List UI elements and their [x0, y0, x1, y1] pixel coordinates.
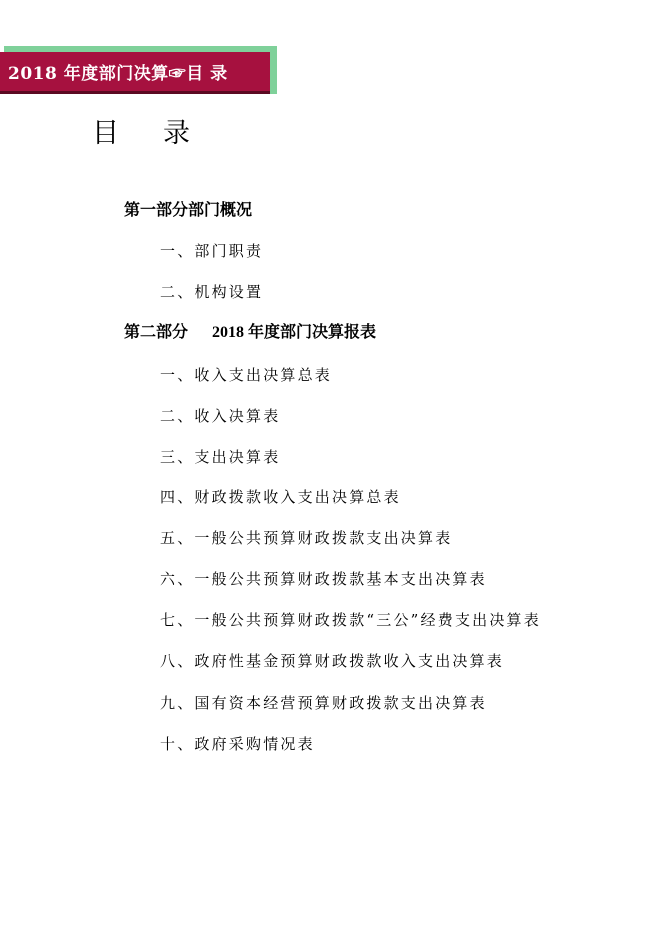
toc-item[interactable]: 五、一般公共预算财政拨款支出决算表 [160, 529, 453, 547]
toc-item[interactable]: 二、收入决算表 [160, 407, 281, 425]
page-title: 目录 [92, 118, 234, 149]
toc-item[interactable]: 二、机构设置 [160, 283, 264, 301]
toc-item[interactable]: 三、支出决算表 [160, 448, 281, 466]
toc-part-1-heading[interactable]: 第一部分部门概况 [124, 202, 253, 219]
toc-item[interactable]: 十、政府采购情况表 [160, 735, 315, 753]
toc-item[interactable]: 六、一般公共预算财政拨款基本支出决算表 [160, 570, 487, 588]
toc-item[interactable]: 八、政府性基金预算财政拨款收入支出决算表 [160, 652, 505, 670]
toc-item[interactable]: 一、部门职责 [160, 242, 264, 260]
toc-part-2-heading[interactable]: 第二部分 2018 年度部门决算报表 [124, 324, 377, 341]
banner-title: 2018 年度部门决算☞目 录 [8, 64, 228, 84]
toc-item[interactable]: 七、一般公共预算财政拨款“三公”经费支出决算表 [160, 611, 541, 629]
toc-item[interactable]: 一、收入支出决算总表 [160, 366, 333, 384]
toc-item[interactable]: 四、财政拨款收入支出决算总表 [160, 488, 401, 506]
toc-item[interactable]: 九、国有资本经营预算财政拨款支出决算表 [160, 694, 487, 712]
